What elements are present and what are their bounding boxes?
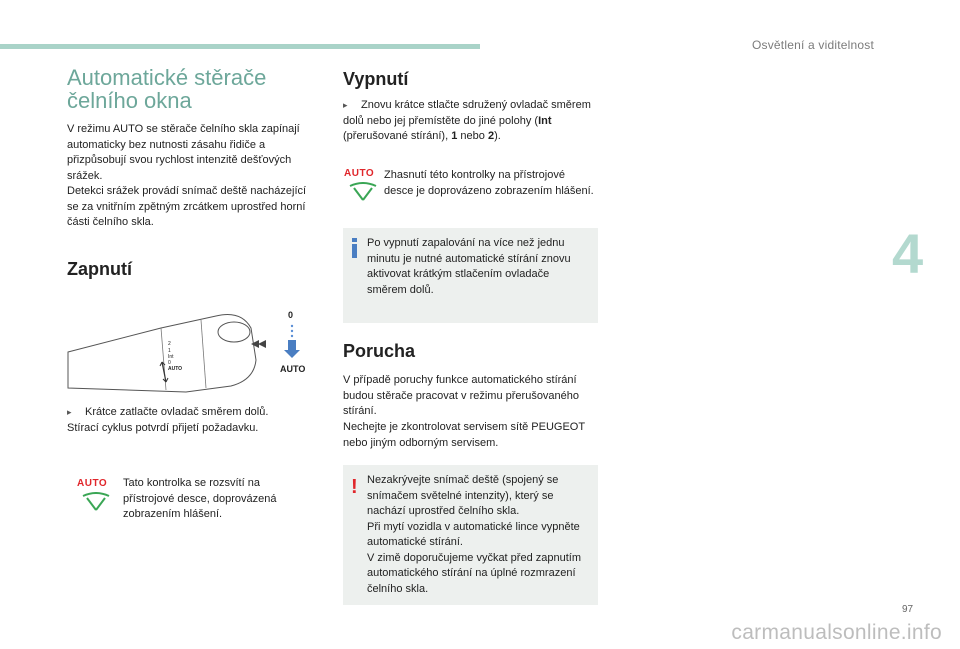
section-title: Osvětlení a viditelnost (752, 38, 874, 52)
zapnuti-step (67, 405, 317, 436)
fault-paragraph-2: Nechejte je zkontrolovat servisem sítě PEUGEOT nebo jiným odborným servisem. (343, 421, 585, 449)
auto-label: AUTO (77, 478, 108, 489)
zapnuti-step-text: Krátce zatlačte ovladač směrem dolů. (85, 406, 269, 418)
vypnuti-step: ▸ Znovu krátce stlačte sdružený ovladač směrem dolů nebo jej přemístěte do jiné polohy (Int (přerušované stírání), 1 nebo 2). (343, 99, 591, 142)
bullet-arrow-icon: ▸ (67, 407, 72, 417)
position-0: 0 (168, 360, 171, 366)
porucha-heading: Porucha (343, 341, 416, 361)
label-zero: 0 (288, 310, 294, 320)
position-int: Int (168, 354, 174, 360)
wiper-stalk-illustration (66, 300, 306, 400)
position-auto: AUTO (168, 366, 183, 372)
zapnuti-step-cont: Stírací cyklus potvrdí přijetí požadavku. (67, 421, 259, 434)
info-note-text: Po vypnutí zapalování na více než jednu minutu je nutné automatické stírání znovu aktivovat krátkým stlačením ovladače směrem dolů. (367, 237, 571, 296)
info-icon (352, 238, 357, 258)
lamp-on-text: Tato kontrolka se rozsvítí na přístrojové desce, doprovázená zobrazením hlášení. (123, 477, 277, 520)
intro-paragraph-2: Detekci srážek provádí snímač deště nacházející se za vnitřním zpětným zrcátkem uprostřed horní části čelního skla. (67, 185, 307, 228)
info-note (343, 228, 598, 323)
warning-icon: ! (351, 476, 358, 498)
vypnuti-heading: Vypnutí (343, 69, 409, 89)
header-accent-bar (0, 44, 480, 49)
page-title: Automatické stěrače čelního okna (67, 65, 267, 113)
chapter-number: 4 (892, 222, 924, 285)
fault-paragraph-1: V případě poruchy funkce automatického stírání budou stěrače pracovat v režimu přerušovaného stírání. (343, 374, 580, 417)
wiper-stalk-drawing (66, 300, 306, 400)
page-number: 97 (902, 604, 914, 615)
zapnuti-heading: Zapnutí (67, 259, 132, 279)
label-auto: AUTO (280, 364, 306, 374)
watermark: carmanualsonline.info (731, 621, 942, 644)
warning-note-text: Nezakrývejte snímač deště (spojený se snímačem světelné intenzity), který se nachází uprostřed čelního skla. Při mytí vozidla v automatické lince vypněte automatické stírání. V zimě doporučujeme vyčkat před zapnutím automatického stírání na úplné rozmrazení čelního skla. (367, 474, 581, 595)
wiper-lamp-icon (81, 492, 111, 514)
wiper-lamp-icon (348, 182, 378, 204)
arrow-down-icon (284, 340, 300, 358)
intro-paragraph-1: V režimu AUTO se stěrače čelního skla zapínají automaticky bez nutnosti zásahu řidiče a přizpůsobují svou rychlost intenzitě dešťových srážek. (67, 123, 300, 182)
auto-label: AUTO (344, 168, 375, 179)
auto-wiper-indicator (77, 478, 121, 518)
lamp-off-text: Zhasnutí této kontrolky na přístrojové desce je doprovázeno zobrazením hlášení. (384, 169, 594, 197)
position-1: 1 (168, 348, 171, 354)
auto-wiper-indicator-off (344, 168, 388, 208)
position-2: 2 (168, 341, 171, 347)
bullet-arrow-icon: ▸ (343, 100, 348, 110)
warning-note (343, 465, 598, 605)
